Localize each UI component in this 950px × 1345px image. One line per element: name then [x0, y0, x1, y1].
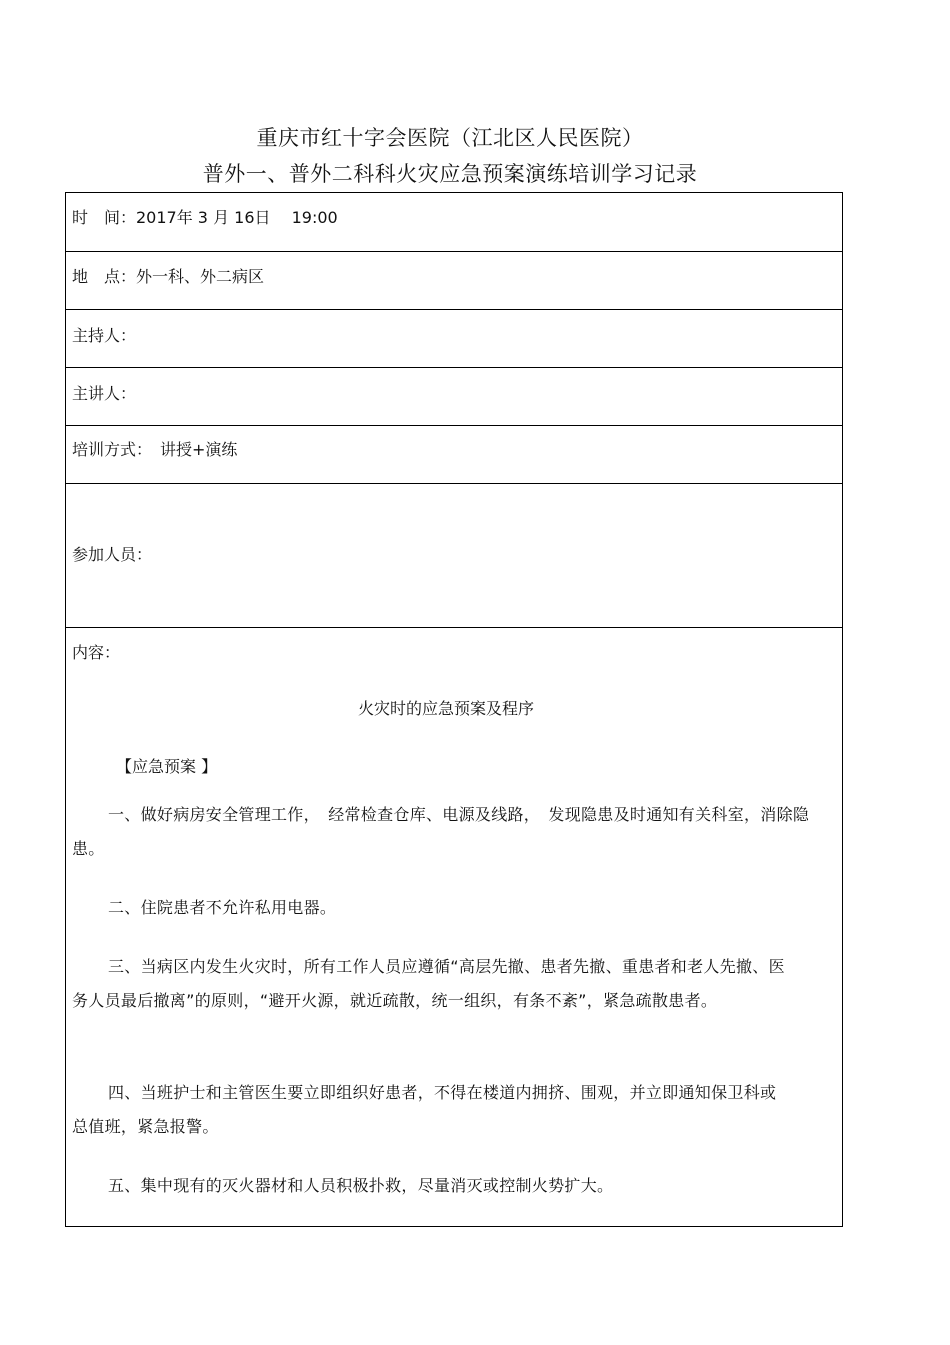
paragraph-1: 一、做好病房安全管理工作， 经常检查仓库、电源及线路， 发现隐患及时通知有关科室，消除隐患。 [72, 805, 810, 858]
paragraph-5: 五、集中现有的灭火器材和人员积极扑救，尽量消灭或控制火势扩大。 [108, 1176, 614, 1195]
place-row [66, 252, 842, 310]
lecturer-row [66, 368, 842, 426]
training-method-row [66, 426, 842, 484]
content-label: 内容： [72, 643, 121, 662]
content-row [66, 628, 842, 1226]
time-row [66, 193, 842, 252]
paragraph-2: 二、住院患者不允许私用电器。 [108, 898, 337, 917]
paragraph-3: 三、当病区内发生火灾时，所有工作人员应遵循“高层先撤、患者先撤、重患者和老人先撤、医务人员最后撤离”的原则，“避开火源，就近疏散，统一组织，有条不紊”，紧急疏散患者。 [72, 957, 785, 1010]
content-heading: 火灾时的应急预案及程序 [357, 699, 534, 718]
host-row [66, 310, 842, 368]
participants-row [66, 484, 842, 628]
training-method-field: 培训方式： 讲授+演练 [72, 440, 238, 459]
participants-field: 参加人员： [72, 545, 153, 564]
section-heading: 【应急预案 】 [116, 757, 218, 776]
place-field: 地 点：外一科、外二病区 [72, 267, 265, 286]
host-field: 主持人： [72, 326, 137, 345]
document-subtitle: 普外一、普外二科科火灾应急预案演练培训学习记录 [202, 162, 698, 186]
time-field: 时 间：2017年 3 月 16日 19:00 [72, 208, 338, 227]
document-title: 重庆市红十字会医院（江北区人民医院） [256, 126, 644, 150]
lecturer-field: 主讲人： [72, 384, 137, 403]
paragraph-4: 四、当班护士和主管医生要立即组织好患者，不得在楼道内拥挤、围观，并立即通知保卫科或总值班，紧急报警。 [72, 1083, 777, 1136]
record-table [65, 192, 843, 1227]
